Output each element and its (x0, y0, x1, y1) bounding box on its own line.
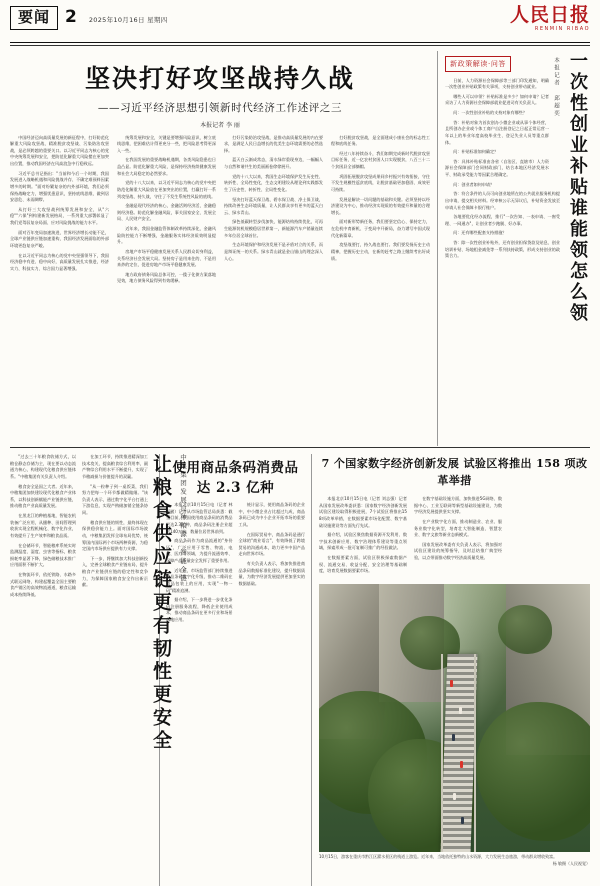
paragraph: 在以习近平同志为核心的党中央坚强领导下，我国经济稳中有进、稳中向好，高质量发展扎实推进，经济实力、科技实力、综合国力显著增强。 (10, 252, 109, 271)
paragraph: 攻坚战要打，持久战也要打。我们要发扬历史主动精神，把握历史主动，在新的赶考之路上继续考出好成绩。 (331, 242, 430, 261)
paragraph: 从打好三大攻坚战到统筹发展和安全，从"六稳""六保"到构建新发展格局，一系列重大部署彰显了我们党驾驭复杂局面、应对风险挑战的能力水平。 (10, 206, 109, 225)
paragraph: 生态环境保护和经济发展不是矛盾对立的关系，而是辩证统一的关系。绿水青山就是金山银山的理念深入人心。 (224, 242, 323, 261)
lead-byline: 本报记者 李 丽 (200, 121, 240, 129)
barcode-column-1 (166, 502, 233, 627)
paragraph: 中国经济迈向高质量发展的新征程中，打好防范化解重大风险攻坚战、精准脱贫攻坚战、污染防治攻坚战，是必须跨越的重要关口。以习近平同志为核心的党中央统筹发展和安全，把防范化解重大风险摆在更加突出位置，推动我国经济在风高浪急中行稳致远。 (10, 134, 109, 166)
paragraph: 粮食供应链的韧性，最终体现在保供稳价能力上。面对国际市场波动，中粮集团发挥全球布局优势，统筹国内国际两个市场两种资源，为稳定国内市场供应提供有力支撑。 (82, 519, 148, 552)
paragraph: 粮食安全是国之大者。近年来，中粮集团加快建设现代化粮食产业体系，以科技创新赋能产业链供应链，推动粮食产业高质量发展。 (10, 483, 76, 509)
paragraph: 党的十八大以来，我国生态环境保护发生历史性、转折性、全局性变化，生态文明建设从理论到实践都发生了历史性、转折性、全局性变化。 (224, 173, 323, 192)
visitor (461, 817, 464, 824)
digital-column-1 (319, 496, 407, 578)
paragraph: 发展是解决一切问题的基础和关键。必须坚持以经济建设为中心，推动经济实现质的有效提升和量的合理增长。 (331, 196, 430, 215)
page-number: 2 (65, 7, 77, 27)
paragraph: "过去三十年粮食收储方式，以粮仓静态存储为主，现在要以动态流通为核心，构建现代化粮食供应链体系。"中粮集团有关负责人介绍。 (10, 454, 76, 479)
paragraph: 近年来，我国金融监管体制改革持续深化，金融风险防控能力不断增强，金融服务实体经济质效明显提升。 (117, 226, 216, 245)
paragraph: 在仓储环节，智能粮库系统实时监测温度、湿度、虫害等指标，粮食损耗率显著下降，绿色储粮技术推广应用面积不断扩大。 (10, 542, 76, 568)
barcode-column-2 (239, 502, 306, 627)
paragraph: 统计显示，使用商品条码的企业中，中小微企业占比超过九成，商品条码已成为中小企业开拓市场的重要工具。 (238, 502, 305, 527)
paragraph: "从一粒种子到一桌饭菜，我们努力把每一个环节都做精做细。"该负责人表示，通过数字化平台打通上下游信息，实现产购储加销全链条协同。 (82, 483, 148, 515)
feature-kicker: 新政策解读·问答 (445, 56, 511, 72)
paragraph: 本报北京10月15日电（记者 刘志强）记者从国家发展改革委获悉：国家数字经济创新发展试验区建设取得积极进展，7个试验区将推出158项改革举措，在数据要素市场化配置、数字基础设施建设等方面先行先试。 (319, 496, 407, 528)
grain-article (10, 454, 187, 886)
paragraph: 本报北京10月15日电（记者 林丽鹂）记者从市场监管总局获悉：截至目前，我国使用商品条码的消费品已达2.3亿种，商品条码注册企业超过140万家，数量位居世界前列。 (166, 502, 233, 534)
feature-title: 一次性创业补贴谁能领怎么领 (567, 50, 588, 324)
grain-title: 让粮食供应链更有韧性更安全 (150, 454, 172, 753)
news-photo (319, 584, 590, 852)
barcode-columns (166, 502, 305, 627)
paragraph: 统筹发展和安全，关键是要增强风险意识，树立底线思维，把困难估计得更充分一些，把风险思考得更深入一些。 (117, 134, 216, 153)
grain-kicker: 中粮集团发展良种粮源·智能全链 (179, 454, 187, 583)
paragraph: 问：还有哪些配套支持措施？ (453, 230, 507, 236)
section-divider (10, 447, 590, 448)
paragraph: 近年来，市场监管部门持续推进商品条码数字化升级，推动二维码在商品包装上的应用，实现"一物一码"精准追溯。 (166, 567, 233, 593)
lead-columns (10, 135, 430, 289)
lead-article (10, 51, 438, 446)
paper-name-pinyin: RENMIN RIBAO (534, 26, 590, 32)
paragraph: 问：补贴标准如何确定？ (453, 149, 499, 155)
masthead-rule (10, 42, 590, 43)
paper-logo (510, 6, 590, 32)
vegetation (498, 605, 552, 653)
paragraph: 在加工环节，持续推进精深加工技术攻关，提高粮食综合利用率，副产物综合利用水平不断提升，实现了节粮减损与价值提升的双赢。 (82, 454, 148, 479)
barcode-article (160, 454, 312, 886)
section-badge: 要闻 (10, 6, 58, 30)
paragraph: 答：具体补贴标准由各省（自治区、直辖市）人力资源社会保障部门会同财政部门，结合本地区经济发展水平、财政承受能力等因素合理确定。 (445, 158, 549, 177)
paragraph: 绿色低碳转型步伐加快，能源结构持续优化，可再生能源装机规模稳居世界第一，新能源汽车产销量连续多年位居全球首位。 (224, 219, 323, 238)
paragraph: 地方政府债务风险总体可控，一揽子化债方案落地见效，地方债务风险得到有效缓释。 (117, 271, 216, 284)
digital-column-2 (414, 496, 502, 578)
paragraph: 下一步，将继续加大科技创新投入，完善全球粮食产业链布局，提升粮食产业链供应链的稳定性和竞争力，为保障国家粮食安全作出新贡献。 (82, 555, 148, 588)
barcode-headline: 使用商品条码消费品达 2.3 亿种 (172, 460, 299, 496)
lead-column-1 (10, 135, 109, 289)
paragraph: 打好脱贫攻坚战，是全面建成小康社会的标志性工程和底线任务。 (331, 134, 430, 147)
paragraph: 在我国发展的重要战略机遇期，各类风险隐患也日益凸显。防范化解重大风险，是保持经济持续健康发展和社会大局稳定的必然要求。 (117, 157, 216, 176)
paragraph: 答：符合条件的人员可向创业地所在的公共就业服务机构提出申请，提交相关材料。经审核公示无异议后，补贴资金发放至申请人社会保障卡银行账户。 (445, 191, 560, 210)
lead-column-4 (331, 135, 430, 289)
paragraph: 打好污染防治攻坚战，是推动高质量发展的内在要求，是满足人民日益增长的优美生态环境需要的必然选择。 (224, 134, 323, 153)
paragraph: 习近平总书记指出："当前和今后一个时期，我国发展进入战略机遇和风险挑战并存、不确定难预料因素增多的时期。"面对纷繁复杂的内外部环境，我们必须保持战略定力，增强忧患意识，坚持底线思维，做到居安思危、未雨绸缪。 (10, 170, 109, 203)
handrail-left (441, 654, 443, 852)
digital-headline: 7 个国家数字经济创新发展 试验区将推出 158 项改革举措 (321, 457, 588, 487)
paper-name: 人民日报 (509, 4, 590, 26)
lead-subhead: ——习近平经济思想引领新时代经济工作述评之三 (97, 101, 343, 114)
paragraph: 坚决打好蓝天保卫战、碧水保卫战、净土保卫战，持续改善生态环境质量，让人民群众享有更多的蓝天白云、绿水青山。 (224, 196, 323, 215)
paragraph: 在数据要素方面，试验区积极探索数据产权、流通交易、收益分配、安全治理等基础制度，培育发展数据要素市场。 (319, 555, 407, 574)
handrail-right (474, 654, 476, 852)
paragraph: 在黑龙江的种植基地，智能农机装备广泛应用，从播种、田间管理到收获实现全程机械化、数字化作业，有效提升了生产效率和粮食品质。 (10, 513, 76, 538)
lead-column-3 (224, 135, 323, 289)
lead-column-2 (117, 135, 216, 289)
paragraph: 据介绍，试验区聚焦数据资源开发利用、数字技术创新应用、数字治理体系建设等重点领域，探索形成一批可复制可推广的经验做法。 (319, 532, 407, 551)
grain-column-1 (10, 454, 76, 886)
paragraph: 党的十八大以来，以习近平同志为核心的党中央把防范化解重大风险放在更加突出的位置，打赢打好一系列攻坚战、持久战，守住了不发生系统性风险的底线。 (117, 180, 216, 199)
paragraph: 蓝天白云渐成常态，清水绿岸重现身边，一幅幅人与自然和谐共生的美丽画卷徐徐展开。 (224, 157, 323, 169)
paragraph: 商品条码作为商品流通的"身份证"，广泛应用于零售、物流、电商、医疗等领域，为提升流通效率、保障产品质量安全发挥了重要作用。 (166, 538, 233, 563)
paragraph: 有关负责人表示，将加快推进商品条码数据标准化建设，提升数据质量，为数字经济发展提供更加坚实的数据基础。 (238, 561, 305, 586)
grain-columns (10, 454, 148, 886)
paragraph: 问：创业者如何申请？ (453, 181, 495, 187)
paragraph: 答：补贴对象为首次创办小微企业或从事个体经营，且所创办企业或个体工商户自注册登记之日起正常运营一年以上的毕业年度高校毕业生、登记失业人员等重点群体。 (445, 119, 549, 145)
dateline: 2025年10月16日 星期四 (88, 16, 168, 24)
paragraph: 在物流环节，依托铁路、水路多式联运网络，构建起覆盖全国主要粮食产销区的高效物流通道，粮食运输成本持续降低。 (10, 572, 76, 597)
visitor (460, 761, 463, 768)
paragraph: 巩固拓展脱贫攻坚成果同乡村振兴有效衔接，守住不发生规模性返贫底线，让脱贫基础更加稳固、成效更可持续。 (331, 173, 430, 192)
paragraph: 金融是现代经济的核心，金融活则经济活，金融稳则经济稳。防范化解金融风险，事关国家安全、发展全局、人民财产安全。 (117, 203, 216, 222)
paragraph: 面对新形势新任务，我们要坚定信心、保持定力，在危机中育新机、于变局中开新局，奋力谱写中国式现代化新篇章。 (331, 219, 430, 238)
grain-column-2 (82, 454, 148, 886)
masthead-rule-thin (10, 45, 590, 46)
visitor (459, 707, 462, 714)
paragraph: 在国际贸易中，商品条码是通行全球的"商业语言"，有效降低了跨境贸易的沟通成本，助力更多中国产品走向世界市场。 (238, 531, 305, 557)
paragraph: 问：一次性创业补贴的支持对象有哪些？ (453, 110, 527, 115)
photo-caption: 10月15日，游客在重庆市黔江区濯水景区的栈道上游览。近年来，当地依托独特的山水资源，大力发展生态旅游，带动群众增收致富。 (319, 854, 558, 860)
digital-article (312, 454, 590, 886)
paragraph: 在数字基础设施方面，加快推进5G网络、数据中心、工业互联网等新型基础设施建设，为数字经济发展提供坚实支撑。 (414, 496, 502, 515)
paragraph: 房地产市场平稳健康发展关系人民群众切身利益，关系经济社会发展大局。坚持房子是用来住的、不是用来炒的定位，促进房地产市场平稳健康发展。 (117, 248, 216, 268)
paragraph: 国家发展改革委有关负责人表示，将加强对试验区建设的统筹指导，及时总结推广典型经验，以点带面推动数字经济高质量发展。 (414, 541, 502, 560)
paragraph: 哪些人可以申领？补贴标准是多少？如何申请？记者采访了人力资源社会保障部就业促进司有关负责人。 (445, 93, 549, 106)
photo-credit: 杨 敏摄（人民视觉） (552, 861, 590, 867)
paragraph: 据介绍，下一步将进一步优化条码注册服务流程，降低企业使用成本，推动商品条码在更多行业和场景落地应用。 (166, 597, 233, 622)
masthead (10, 6, 590, 40)
paragraph: 各地要优化经办流程，推行"一次告知、一表申请、一窗受理、一网通办"，让创业者少跑腿、好办事。 (445, 214, 560, 226)
paragraph: 面对百年变局加速演进，世界经济增长动能不足，全球产业链供应链加速重构，我国经济发展面临的外部环境更趋复杂严峻。 (10, 229, 109, 248)
policy-qa-feature (438, 51, 590, 446)
digital-columns (319, 496, 590, 578)
paragraph: 在产业数字化方面，推动制造业、农业、服务业数字化转型，培育壮大智能制造、智慧农业、数字文旅等新业态新模式。 (414, 518, 502, 538)
paragraph: 经过八年持续奋斗，我们如期完成新时代脱贫攻坚目标任务，近一亿农村贫困人口实现脱贫，八百三十二个贫困县全部摘帽。 (331, 150, 430, 169)
upper-section (10, 51, 590, 446)
visitor (452, 734, 455, 741)
paragraph: 答：除一次性创业补贴外，还有创业担保贷款及贴息、创业培训补贴、场地租金减免等一系列扶持政策，形成支持创业的政策合力。 (445, 240, 560, 259)
lower-section (10, 454, 590, 886)
page-title: 坚决打好攻坚战持久战 (84, 63, 355, 93)
paragraph: 日前，人力资源社会保障部等三部门印发通知，明确一次性创业补贴政策有关事项，支持创业带动就业。 (445, 77, 549, 90)
visitor (453, 793, 456, 800)
feature-byline: 本报记者 邱超奕 (553, 56, 559, 117)
